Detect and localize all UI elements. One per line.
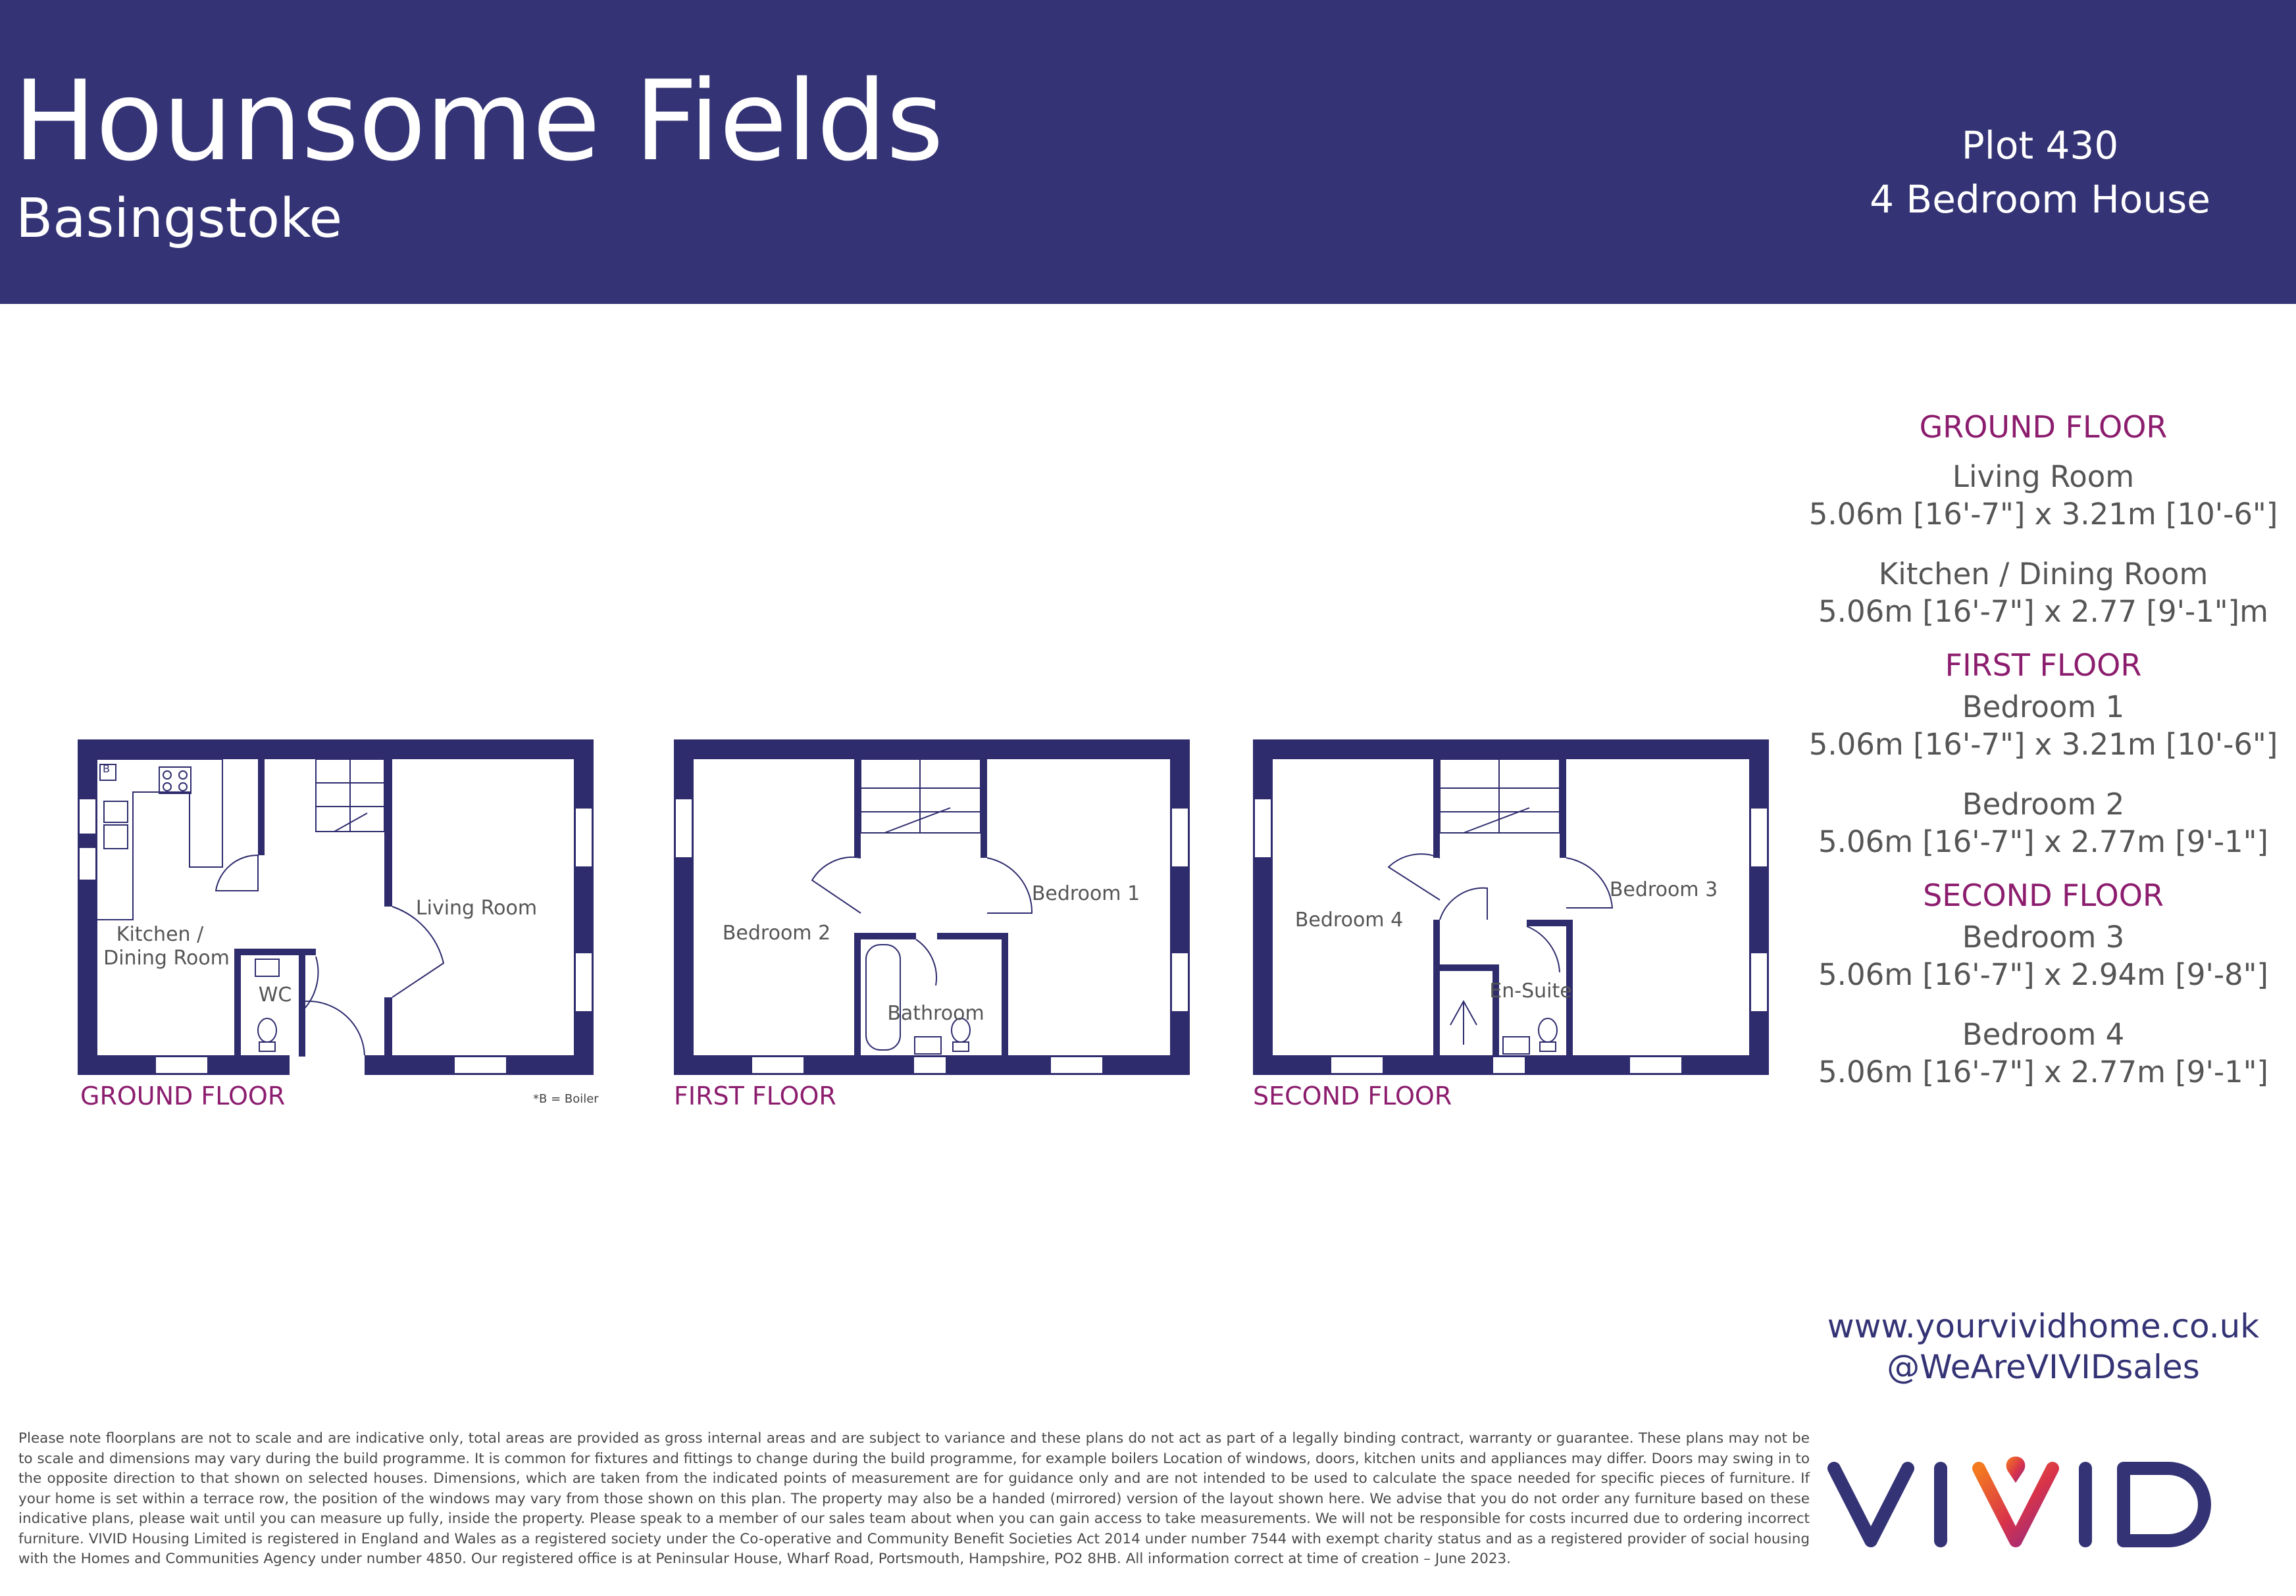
plan-wall	[384, 759, 392, 907]
window	[79, 847, 96, 880]
door-swing	[916, 939, 936, 985]
window	[1050, 1057, 1103, 1074]
room-label-wc: WC	[258, 984, 292, 1007]
room-label-bedroom-2: Bedroom 2	[722, 922, 831, 945]
plan-wall	[1253, 739, 1273, 1075]
door-swing	[1440, 888, 1487, 920]
plan-wall	[854, 759, 861, 858]
plan-wall	[1433, 920, 1440, 1057]
door-swing	[1389, 854, 1440, 900]
room-label-kitchen: Kitchen /	[116, 923, 204, 946]
plan-wall	[1560, 759, 1566, 858]
first-floor-plan	[674, 736, 1213, 1078]
plot-number: Plot 430	[1961, 123, 2119, 168]
plan-wall	[1002, 933, 1008, 1057]
window	[454, 1057, 507, 1074]
dims-room-name: Bedroom 2	[1962, 787, 2125, 822]
plan-wall	[854, 933, 861, 1057]
room-label-dining: Dining Room	[103, 947, 230, 970]
dims-heading-second: SECOND FLOOR	[1923, 878, 2164, 913]
boiler-symbol: B	[103, 762, 110, 775]
dims-room-name: Bedroom 3	[1962, 920, 2125, 955]
legal-disclaimer: Please note floorplans are not to scale and are indicative only, total areas are provided as gross internal areas and are subject to variance and these plans do not act as part of a legally binding contract, warranty or guarantee. These plans may not be to scale and dimensions may vary during the build programme. It is common for fixtures and fittings to change during the build programme, for example boilers Location of windows, doors, kitchen units and appliances may differ. Doors may swing in to the opposite direction to that shown on selected houses. Dimensions, which are taken from the indicated points of measurement are for guidance only and are not intended to be used to calculate the space needed for specific pieces of furniture. If your home is set within a terrace row, the position of the windows may vary from those shown on this plan. The property may also be a handed (mirrored) version of the layout shown here. We advise that you do not order any furniture based on these indicative plans, please wait until you can measure up fully, inside the property. Please speak to a member of our sales team about when you can gain access to take measurements. We will not be responsible for costs incurred due to ordering incorrect furniture. VIVID Housing Limited is registered in England and Wales as a registered society under the Co-operative and Community Benefit Societies Act 2014 under number 7544 with exempt charity status and as a registered provider of social housing with the Homes and Communities Agency under number 4850. Our registered office is at Peninsular House, Wharf Road, Portsmouth, Hampshire, PO2 8HB. All information correct at time of creation – June 2023.	[18, 1430, 1810, 1567]
plan-wall	[1253, 739, 1769, 759]
second-floor-plan	[1253, 736, 1793, 1078]
plan-wall	[1440, 964, 1499, 971]
toilet	[258, 1018, 276, 1042]
dims-room	[1790, 1016, 2296, 1091]
dims-room-size: 5.06m [16'-7"] x 2.77m [9'-1"]	[1818, 824, 2268, 859]
development-location: Basingstoke	[16, 187, 343, 250]
window	[675, 799, 692, 858]
room-label-living: Living Room	[415, 897, 538, 920]
plan-wall	[861, 933, 916, 939]
boiler-note: *B = Boiler	[533, 1092, 599, 1106]
first-floor-label: FIRST FLOOR	[674, 1082, 836, 1110]
room-label-bathroom: Bathroom	[887, 1002, 984, 1025]
window	[1171, 808, 1188, 867]
door-swing	[1527, 926, 1560, 972]
window	[1492, 1057, 1525, 1074]
door-swing	[392, 907, 444, 997]
vivid-logo	[1826, 1454, 2260, 1555]
window	[1171, 953, 1188, 1012]
window	[575, 953, 592, 1012]
window	[1331, 1057, 1383, 1074]
dims-room-name: Bedroom 1	[1962, 689, 2125, 724]
dims-room-name: Bedroom 4	[1962, 1017, 2125, 1052]
social-handle[interactable]: @WeAreVIVIDsales	[1887, 1348, 2200, 1386]
room-label-bedroom-1: Bedroom 1	[1031, 882, 1140, 905]
plan-wall	[258, 759, 265, 855]
second-floor-label: SECOND FLOOR	[1253, 1082, 1452, 1110]
development-title: Hounsome Fields	[13, 57, 944, 186]
ground-floor-label: GROUND FLOOR	[80, 1082, 286, 1110]
dims-room-size: 5.06m [16'-7"] x 3.21m [10'-6"]	[1808, 727, 2278, 762]
website-link[interactable]: www.yourvividhome.co.uk	[1827, 1307, 2260, 1345]
dims-heading-first: FIRST FLOOR	[1945, 647, 2142, 683]
plan-wall	[674, 739, 694, 1075]
dims-room	[1790, 458, 2296, 533]
plan-wall	[1749, 739, 1769, 1075]
header-banner	[0, 0, 2296, 304]
bathtub	[866, 945, 900, 1050]
window	[1750, 808, 1768, 867]
dims-room	[1790, 786, 2296, 860]
door-swing	[305, 1001, 365, 1055]
plan-wall	[981, 759, 987, 858]
window	[79, 799, 96, 834]
dims-heading-ground: GROUND FLOOR	[1919, 409, 2168, 445]
logo-letter	[1834, 1468, 1908, 1541]
plan-wall	[384, 997, 392, 1057]
shower	[1450, 1001, 1477, 1045]
dims-room	[1790, 688, 2296, 763]
dims-room-name: Living Room	[1952, 459, 2135, 494]
plan-wall	[78, 739, 594, 759]
toilet	[1539, 1018, 1557, 1042]
basin	[255, 959, 279, 976]
ground-floor-plan	[78, 736, 617, 1078]
dims-room-size: 5.06m [16'-7"] x 2.77 [9'-1"]m	[1818, 594, 2268, 629]
window	[1750, 953, 1768, 1012]
plan-wall	[1170, 739, 1190, 1075]
room-label-bedroom-3: Bedroom 3	[1609, 878, 1718, 901]
basin	[1503, 1037, 1529, 1054]
plan-wall	[78, 739, 97, 1064]
dims-room-size: 5.06m [16'-7"] x 3.21m [10'-6"]	[1808, 497, 2278, 532]
dims-room-name: Kitchen / Dining Room	[1878, 557, 2208, 591]
plan-wall	[299, 949, 305, 1057]
logo-letter	[2124, 1468, 2205, 1541]
plan-wall	[1433, 759, 1440, 858]
door-swing	[987, 858, 1032, 913]
sink	[104, 801, 128, 822]
dims-room	[1790, 555, 2296, 630]
plot-info	[1829, 118, 2251, 226]
dims-room	[1790, 918, 2296, 993]
window	[1254, 799, 1271, 858]
dims-room-size: 5.06m [16'-7"] x 2.94m [9'-8"]	[1818, 957, 2268, 992]
window	[752, 1057, 804, 1074]
plan-wall	[674, 739, 1190, 759]
dims-room-size: 5.06m [16'-7"] x 2.77m [9'-1"]	[1818, 1055, 2268, 1089]
contact-block	[1790, 1306, 2296, 1387]
plan-wall	[574, 739, 594, 1064]
window	[1629, 1057, 1682, 1074]
plan-wall	[937, 933, 1008, 939]
plan-wall	[1492, 964, 1499, 1057]
window	[575, 808, 592, 867]
plan-wall	[1527, 920, 1566, 926]
room-label-en-suite: En-Suite	[1489, 980, 1572, 1003]
plan-wall	[234, 949, 241, 1057]
room-label-bedroom-4: Bedroom 4	[1294, 909, 1404, 932]
door-swing	[812, 857, 861, 913]
room-dimensions	[1790, 405, 2296, 1113]
window	[155, 1057, 208, 1074]
logo-heart-icon	[2006, 1457, 2026, 1483]
window	[913, 1057, 946, 1074]
basin	[915, 1037, 941, 1054]
house-type: 4 Bedroom House	[1870, 177, 2210, 222]
door-swing	[1566, 858, 1612, 908]
